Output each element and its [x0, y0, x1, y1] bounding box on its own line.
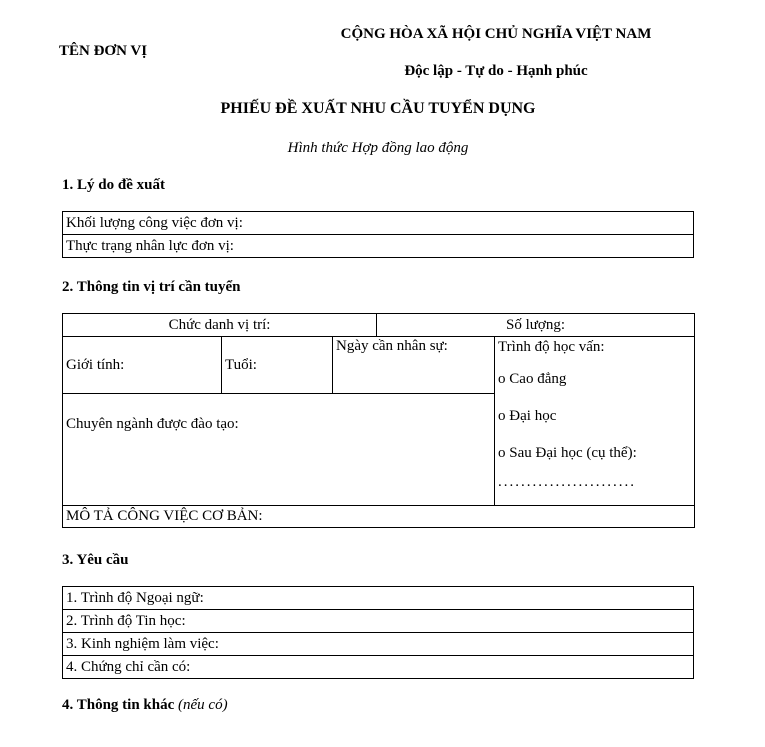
foreign-language-label: 1. Trình độ Ngoại ngữ:	[63, 587, 694, 610]
workload-label: Khối lượng công việc đơn vị:	[63, 212, 694, 235]
job-description-label: MÔ TẢ CÔNG VIỆC CƠ BẢN:	[63, 506, 695, 528]
section2-heading: 2. Thông tin vị trí cần tuyển	[62, 279, 241, 295]
table-row	[63, 656, 694, 679]
document-title: PHIẾU ĐỀ XUẤT NHU CẦU TUYỂN DỤNG	[220, 100, 536, 117]
major-label: Chuyên ngành được đào tạo:	[63, 394, 495, 506]
section3-heading: 3. Yêu cầu	[62, 552, 129, 568]
work-experience-label: 3. Kinh nghiệm làm việc:	[63, 633, 694, 656]
table-row	[63, 587, 694, 610]
table-row	[63, 633, 694, 656]
section3-table	[62, 586, 694, 679]
education-option-postgraduate: o Sau Đại học (cụ thể):	[498, 445, 637, 461]
table-row	[63, 337, 695, 394]
document-subtitle: Hình thức Hợp đồng lao động	[287, 140, 469, 156]
national-title: CỘNG HÒA XÃ HỘI CHỦ NGHĨA VIỆT NAM	[340, 26, 652, 42]
table-row	[63, 235, 694, 258]
table-row	[63, 610, 694, 633]
gender-label: Giới tính:	[63, 337, 222, 394]
table-row	[63, 212, 694, 235]
education-option-college: o Cao đẳng	[498, 371, 567, 387]
section1-heading: 1. Lý do đề xuất	[62, 177, 165, 193]
section1-table	[62, 211, 694, 258]
staffing-status-label: Thực trạng nhân lực đơn vị:	[63, 235, 694, 258]
document-header	[59, 0, 694, 100]
position-title-label: Chức danh vị trí:	[63, 314, 377, 337]
national-motto: Độc lập - Tự do - Hạnh phúc	[404, 63, 588, 79]
age-label: Tuổi:	[222, 337, 333, 394]
start-date-label: Ngày cần nhân sự:	[333, 337, 495, 394]
unit-name: TÊN ĐƠN VỊ	[59, 43, 148, 59]
section4-heading-note: (nếu có)	[178, 697, 228, 713]
table-row	[63, 314, 695, 337]
section4-heading-text: 4. Thông tin khác	[62, 697, 175, 713]
education-label: Trình độ học vấn:	[498, 339, 605, 355]
national-header	[330, 26, 662, 80]
quantity-label: Số lượng:	[377, 314, 695, 337]
it-skill-label: 2. Trình độ Tin học:	[63, 610, 694, 633]
section2-table	[62, 313, 695, 528]
fill-in-dotted-line: ........................	[498, 474, 637, 490]
education-cell	[495, 337, 695, 506]
section4-heading	[62, 697, 694, 714]
table-row	[63, 506, 695, 528]
certificates-label: 4. Chứng chỉ cần có:	[63, 656, 694, 679]
education-option-university: o Đại học	[498, 408, 557, 424]
